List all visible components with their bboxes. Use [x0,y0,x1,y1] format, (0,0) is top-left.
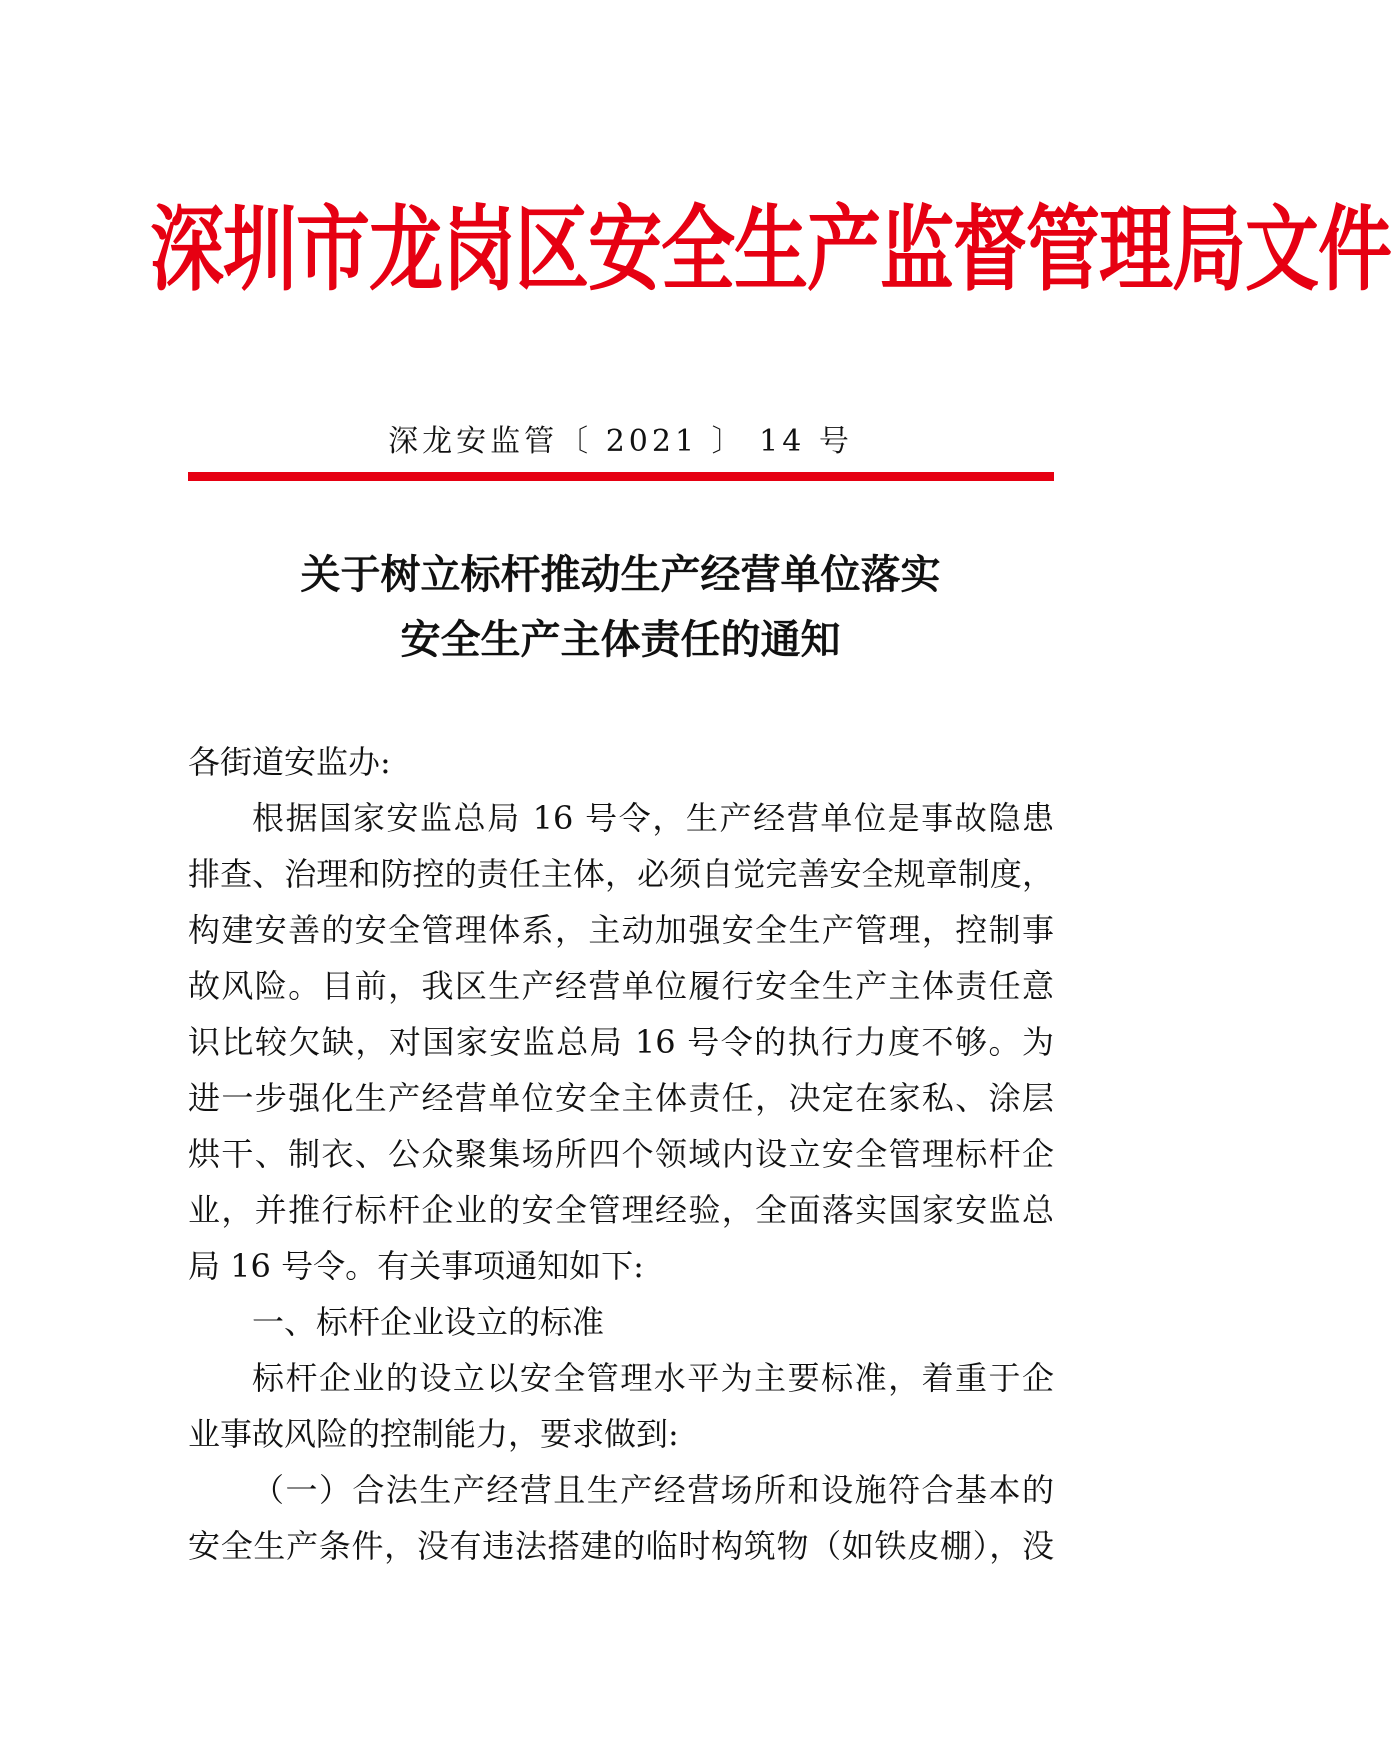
document-title-line-2: 安全生产主体责任的通知 [400,617,841,663]
section-heading: 一、标杆企业设立的标准 [252,1303,605,1341]
salutation: 各街道安监办: [188,743,391,781]
body-line: 安全生产条件，没有违法搭建的临时构筑物（如铁皮棚），没 [188,1527,1054,1565]
body-line: （一）合法生产经营且生产经营场所和设施符合基本的 [252,1471,1054,1509]
body-line: 排查、治理和防控的责任主体，必须自觉完善安全规章制度， [188,855,1054,893]
document-title-line-1: 关于树立标杆推动生产经营单位落实 [300,552,941,598]
body-line: 标杆企业的设立以安全管理水平为主要标准，着重于企 [252,1359,1054,1397]
body-line: 故风险。目前，我区生产经营单位履行安全生产主体责任意 [188,967,1054,1005]
issuing-authority-masthead: 深圳市龙岗区安全生产监督管理局文件 [150,196,1391,304]
red-divider-line [188,472,1054,481]
body-line: 烘干、制衣、公众聚集场所四个领域内设立安全管理标杆企 [188,1135,1054,1173]
body-line: 业事故风险的控制能力，要求做到: [188,1415,679,1453]
document-number: 深龙安监管〔 2021 〕 14 号 [388,424,853,459]
body-line: 进一步强化生产经营单位安全主体责任，决定在家私、涂层 [188,1079,1054,1117]
body-line: 局 16 号令。有关事项通知如下: [188,1247,644,1285]
body-line: 构建安善的安全管理体系，主动加强安全生产管理，控制事 [188,911,1054,949]
body-line: 业，并推行标杆企业的安全管理经验，全面落实国家安监总 [188,1191,1054,1229]
body-line: 识比较欠缺，对国家安监总局 16 号令的执行力度不够。为 [188,1023,1054,1061]
body-line: 根据国家安监总局 16 号令，生产经营单位是事故隐患 [252,799,1054,837]
